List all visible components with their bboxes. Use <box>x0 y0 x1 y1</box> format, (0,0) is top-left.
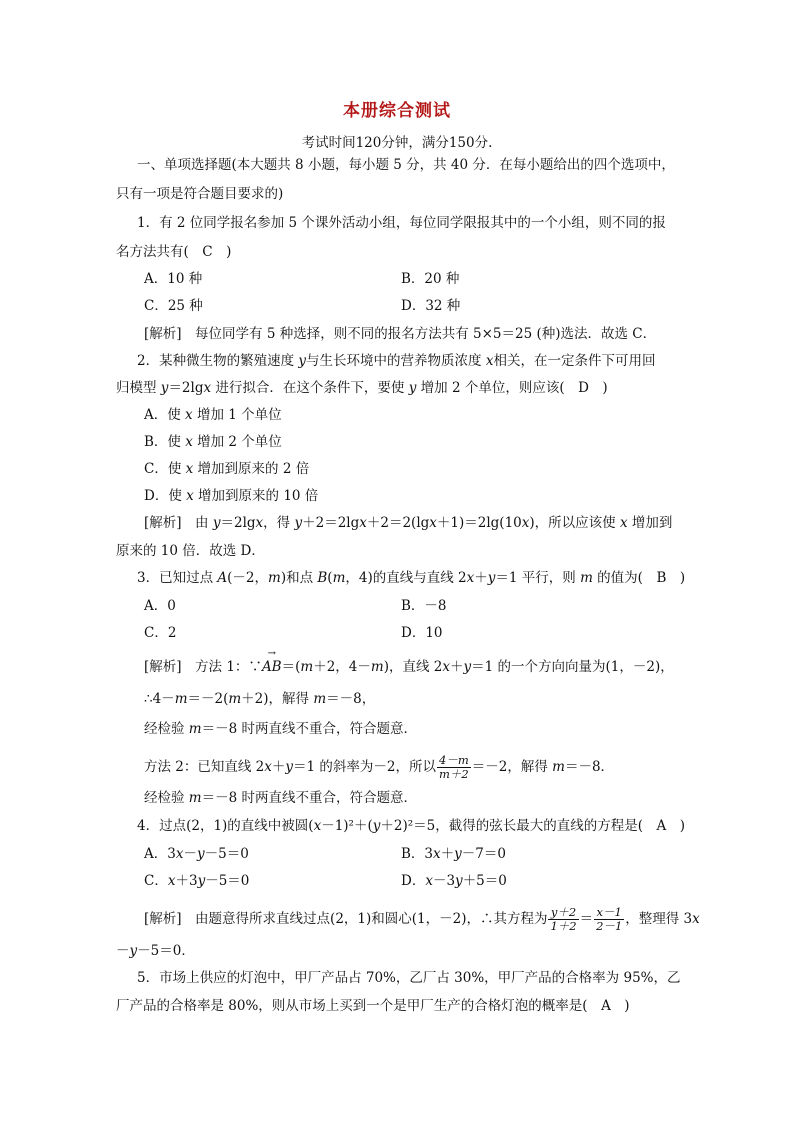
q3-stem <box>137 569 685 587</box>
analysis-tag: [解析] <box>144 911 182 927</box>
text-segment: 归模型 <box>116 380 161 396</box>
q4-analysis-line-2 <box>116 942 195 960</box>
math-variable: x <box>359 515 367 531</box>
text-segment: A．使 <box>144 407 186 423</box>
text-segment: 4．过点(2，1)的直线中被圆( <box>137 818 314 834</box>
text-segment: ＝1 的一个方向向量为(1，－2)， <box>471 659 674 675</box>
text-segment: －5＝0． <box>137 943 195 959</box>
q1-analysis <box>144 325 656 343</box>
q4-option-a <box>144 845 249 863</box>
text-segment: ＝1 的斜率为－2，所以 <box>293 759 437 775</box>
text-segment: ＝－2，解得 <box>471 759 553 775</box>
math-variable: m <box>332 570 346 586</box>
q2-option-d <box>144 487 318 505</box>
text-segment: － <box>183 846 197 862</box>
q4-option-c <box>144 872 249 890</box>
math-variable: x <box>619 515 628 531</box>
math-variable: m <box>300 659 314 675</box>
text-segment: ＝－8， <box>326 691 376 707</box>
math-variable: x <box>203 380 212 396</box>
math-variable: y <box>196 846 205 862</box>
text-segment: ＋2)²＝5，截得的弦长最大的直线的方程是( A ) <box>380 818 686 834</box>
q1-option-a: A．10 种 <box>144 271 203 287</box>
math-variable: m <box>580 570 593 586</box>
math-variable: y <box>285 759 294 775</box>
text-segment: 1＋2 <box>550 919 577 933</box>
q3-option-a: A．0 <box>144 598 176 614</box>
text-segment: 方法 1：∵ <box>195 659 262 675</box>
math-variable: m <box>188 790 202 806</box>
math-variable: y <box>197 873 206 889</box>
math-variable: m <box>370 659 384 675</box>
text-segment: D．使 <box>144 488 187 504</box>
text-segment: ，整理得 3 <box>625 911 693 927</box>
text-segment: AB <box>261 659 282 675</box>
fraction <box>437 754 471 781</box>
text-segment: ＋1)＝2lg(10 <box>436 515 522 531</box>
text-segment: 增加到 <box>627 515 673 531</box>
q2-option-a <box>144 406 282 424</box>
text-segment: ＋5＝0 <box>462 873 507 889</box>
text-segment: 经检验 <box>144 721 189 737</box>
math-variable: y <box>294 515 303 531</box>
q3-analysis-line-3 <box>144 720 417 738</box>
text-segment: ＋2，4－ <box>313 659 371 675</box>
analysis-tag: [解析] <box>144 515 182 531</box>
text-segment: B．3 <box>401 846 434 862</box>
q3-option-d: D．10 <box>401 625 443 641</box>
q1-option-b: B．20 种 <box>401 271 460 287</box>
text-segment: ＝( <box>281 659 301 675</box>
q4-stem <box>137 817 685 835</box>
math-variable: x <box>186 488 194 504</box>
q1-option-d: D．32 种 <box>401 298 461 314</box>
math-variable: y <box>487 570 496 586</box>
vector-ab <box>261 648 282 676</box>
math-variable: x <box>185 461 194 477</box>
math-variable: y <box>454 846 462 862</box>
analysis-text: 每位同学有 5 种选择，则不同的报名方法共有 5×5＝25 (种)选法．故选 C． <box>195 326 657 342</box>
text-segment: 2．某种微生物的繁殖速度 <box>137 353 299 369</box>
math-variable: m <box>268 570 281 586</box>
text-segment: ＝－8 时两直线不重合，符合题意． <box>201 721 417 737</box>
text-segment: )和点 <box>280 570 318 586</box>
text-segment: m＋2 <box>439 767 469 781</box>
text-segment: ＝－8． <box>564 759 615 775</box>
text-segment: ，得 <box>263 515 295 531</box>
math-variable: y <box>455 873 463 889</box>
text-segment: 增加到原来的 10 倍 <box>193 488 319 504</box>
q1-stem-line-2: 名方法共有( C ) <box>116 244 232 260</box>
text-segment: －1)²＋( <box>321 818 373 834</box>
math-variable: y <box>298 353 307 369</box>
math-variable: y <box>129 943 138 959</box>
text-segment: ( <box>327 570 333 586</box>
q3-option-c: C．2 <box>144 625 177 641</box>
text-segment: 与生长环境中的营养物质浓度 <box>306 353 486 369</box>
q2-stem-line-1 <box>137 352 655 370</box>
math-variable: x <box>485 353 494 369</box>
text-segment: ＋ <box>440 846 455 862</box>
analysis-tag: [解析] <box>144 326 182 342</box>
text-segment: ＝2lg <box>220 515 256 531</box>
text-segment: 经检验 <box>144 790 189 806</box>
math-variable: x <box>264 759 272 775</box>
text-segment: ＋ <box>271 759 286 775</box>
q3-analysis-line-2 <box>144 690 375 708</box>
text-segment: 2－1 <box>596 919 623 933</box>
math-variable: m <box>188 721 202 737</box>
text-segment: C．使 <box>144 461 186 477</box>
math-variable: x <box>167 873 176 889</box>
exam-info: 考试时间120分钟，满分150分. <box>301 135 493 151</box>
text-segment: y＋2 <box>548 906 578 920</box>
fraction <box>548 906 578 933</box>
text-segment: 由 <box>195 515 213 531</box>
text-segment: ＋2＝2lg <box>302 515 360 531</box>
math-variable: m <box>228 691 242 707</box>
text-segment: 3．已知过点 <box>137 570 218 586</box>
q2-analysis-line-1 <box>144 514 672 532</box>
math-variable: m <box>174 691 188 707</box>
math-variable: m <box>552 759 565 775</box>
math-variable: x <box>185 407 193 423</box>
math-variable: y <box>372 818 381 834</box>
math-variable: x <box>433 846 441 862</box>
q2-option-c <box>144 460 309 478</box>
text-segment: x－1 <box>594 906 624 920</box>
text-segment: )，直线 2 <box>383 659 443 675</box>
text-segment: ＋2＝2(lg <box>366 515 430 531</box>
math-variable: x <box>692 911 700 927</box>
text-segment: 增加 1 个单位 <box>192 407 282 423</box>
q5-stem-line-1: 5．市场上供应的灯泡中，甲厂产品占 70%，乙厂占 30%，甲厂产品的合格率为 95%，乙 <box>137 970 681 986</box>
text-segment: 由题意得所求直线过点(2，1)和圆心(1，－2)，∴其方程为 <box>195 911 548 927</box>
q5-stem-line-2: 厂产品的合格率是 80%，则从市场上买到一个是甲厂生产的合格灯泡的概率是( A ) <box>116 998 630 1014</box>
text-segment: ＝2lg <box>168 380 204 396</box>
math-variable: m <box>313 691 327 707</box>
q1-option-c: C．25 种 <box>144 298 203 314</box>
text-segment: ∴4－ <box>144 691 175 707</box>
text-segment: 4－m <box>439 753 469 767</box>
q1-stem-line-1: 1．有 2 位同学报名参加 5 个课外活动小组，每位同学限报其中的一个小组，则不同的报 <box>137 215 666 231</box>
q4-option-b <box>401 845 506 863</box>
text-segment: B．使 <box>144 434 186 450</box>
text-segment: ＋2)，解得 <box>241 691 314 707</box>
text-segment: 的值为( B ) <box>592 570 686 586</box>
text-segment: C． <box>144 873 168 889</box>
math-variable: B <box>317 570 328 586</box>
text-segment: 相关，在一定条件下可用回 <box>493 353 656 369</box>
q3-analysis-line-5 <box>144 789 417 807</box>
math-variable: x <box>255 515 264 531</box>
math-variable: x <box>175 846 184 862</box>
text-segment: －7＝0 <box>461 846 506 862</box>
q4-analysis-line-1 <box>144 906 700 933</box>
text-segment: (－2， <box>227 570 268 586</box>
text-segment: 增加 2 个单位 <box>192 434 282 450</box>
text-segment: －3 <box>432 873 456 889</box>
math-variable: x <box>313 818 322 834</box>
section-heading-line-2: 只有一项是符合题目要求的) <box>116 186 284 202</box>
text-segment: → <box>267 648 276 659</box>
q3-analysis-line-4 <box>144 754 614 781</box>
text-segment: ＋3 <box>175 873 198 889</box>
text-segment: ＝1 平行，则 <box>495 570 581 586</box>
math-variable: x <box>429 515 437 531</box>
q3-option-b: B．－8 <box>401 598 447 614</box>
math-variable: A <box>217 570 228 586</box>
math-variable: x <box>521 515 530 531</box>
text-segment: ＋ <box>449 659 464 675</box>
math-variable: x <box>425 873 433 889</box>
math-variable: x <box>442 659 450 675</box>
q2-stem-line-2 <box>116 379 608 397</box>
text-segment: 进行拟合．在这个条件下，要使 <box>211 380 409 396</box>
analysis-tag: [解析] <box>144 659 182 675</box>
text-segment: － <box>116 943 130 959</box>
text-segment: ＝－2( <box>187 691 229 707</box>
text-segment: ＋ <box>474 570 488 586</box>
q3-analysis-line-1 <box>144 648 674 676</box>
text-segment: 方法 2：已知直线 2 <box>144 759 265 775</box>
text-segment: －5＝0 <box>204 846 249 862</box>
section-heading-line-1: 一、单项选择题(本大题共 8 小题，每小题 5 分，共 40 分．在每小题给出的四个选项中， <box>137 157 675 173</box>
q2-option-b <box>144 433 282 451</box>
text-segment: ＝ <box>579 911 594 927</box>
text-segment: A．3 <box>144 846 176 862</box>
math-variable: y <box>408 380 417 396</box>
text-segment: ，4)的直线与直线 2 <box>345 570 467 586</box>
math-variable: y <box>463 659 472 675</box>
math-variable: y <box>160 380 169 396</box>
page-title: 本册综合测试 <box>343 101 451 121</box>
q4-option-d <box>401 872 507 890</box>
text-segment: －5＝0 <box>205 873 250 889</box>
math-variable: x <box>466 570 475 586</box>
q2-analysis-line-2: 原来的 10 倍．故选 D． <box>116 543 265 559</box>
text-segment: )，所以应该使 <box>529 515 620 531</box>
text-segment: ＝－8 时两直线不重合，符合题意． <box>201 790 417 806</box>
fraction <box>594 906 624 933</box>
math-variable: y <box>212 515 221 531</box>
math-variable: x <box>185 434 193 450</box>
text-segment: 增加到原来的 2 倍 <box>193 461 310 477</box>
text-segment: D． <box>401 873 426 889</box>
text-segment: 增加 2 个单位，则应该( D ) <box>416 380 608 396</box>
